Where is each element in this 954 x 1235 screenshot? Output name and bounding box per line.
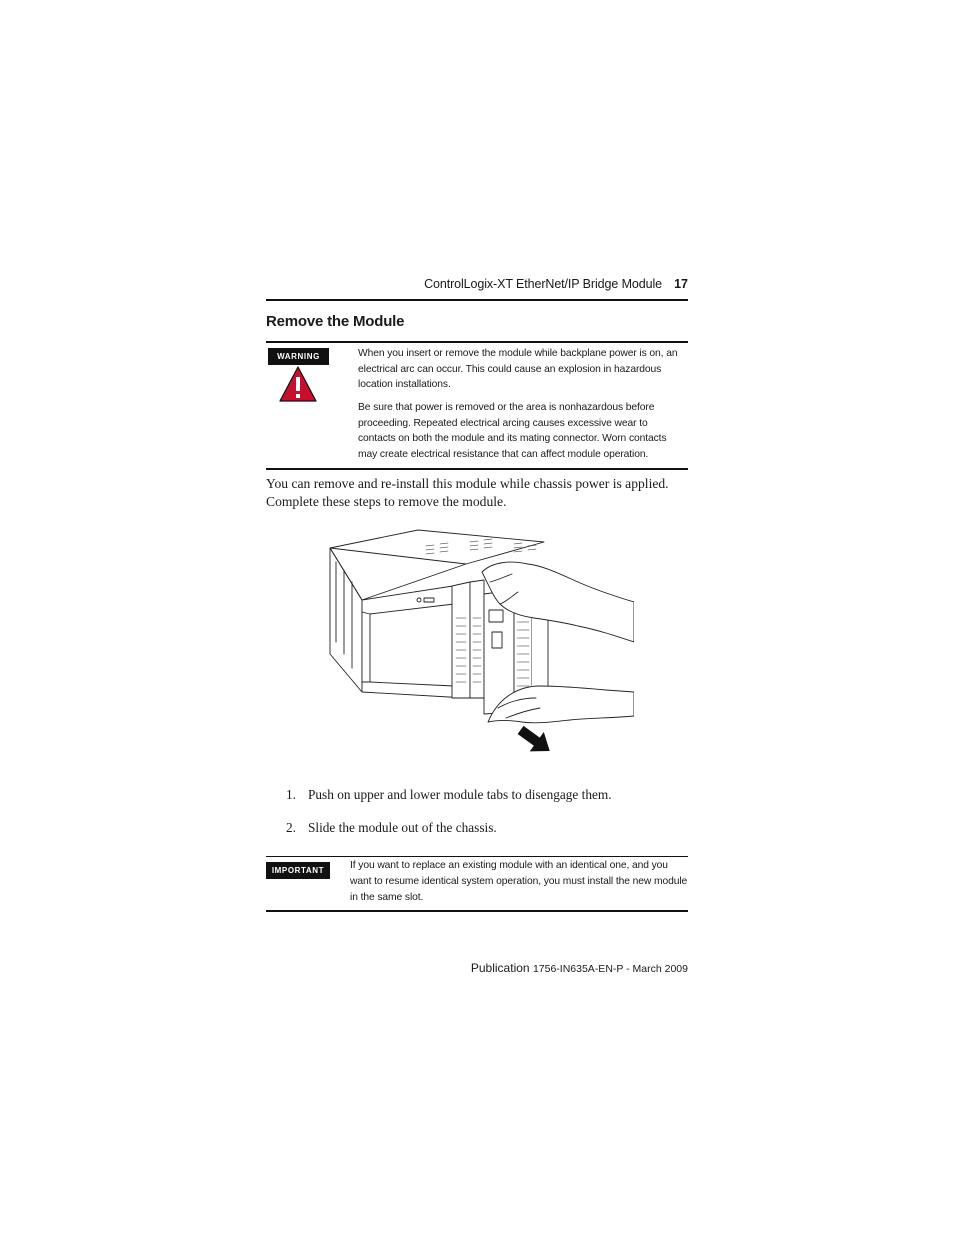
warning-bottom-rule bbox=[266, 468, 688, 470]
publication-label: Publication bbox=[470, 961, 530, 975]
step-2 bbox=[286, 820, 686, 836]
step-2-number: 2. bbox=[286, 820, 296, 835]
page-number: 17 bbox=[674, 277, 688, 291]
footer bbox=[471, 961, 688, 975]
warning-top-rule bbox=[266, 341, 688, 343]
warning-paragraph-2: Be sure that power is removed or the area is nonhazardous before proceeding. Repeated electrical arcing causes excessive wear to contacts on both the module and its mating connector. Worn contacts may create electrical resistance that can affect module operation. bbox=[358, 402, 667, 460]
running-header bbox=[266, 277, 688, 295]
step-1-number: 1. bbox=[286, 787, 296, 802]
important-bottom-rule bbox=[266, 910, 688, 912]
section-title: Remove the Module bbox=[266, 313, 405, 330]
warning-paragraph-1: When you insert or remove the module while backplane power is on, an electrical arc can occur. This could cause an explosion in hazardous location installations. bbox=[358, 348, 678, 391]
important-top-rule bbox=[266, 856, 688, 857]
header-rule bbox=[266, 299, 688, 301]
step-1 bbox=[286, 787, 686, 803]
module-removal-illustration bbox=[322, 522, 634, 764]
warning-label: WARNING bbox=[268, 348, 329, 365]
step-2-text: Slide the module out of the chassis. bbox=[308, 820, 497, 835]
intro-paragraph: You can remove and re-install this module while chassis power is applied. Complete these steps to remove the module. bbox=[266, 476, 669, 509]
important-text: If you want to replace an existing module with an identical one, and you want to resume identical system operation, you must install the new module in the same slot. bbox=[350, 860, 688, 903]
warning-triangle-icon bbox=[278, 365, 318, 403]
important-label: IMPORTANT bbox=[266, 862, 330, 879]
running-title: ControlLogix-XT EtherNet/IP Bridge Module bbox=[424, 277, 662, 291]
publication-number: 1756-IN635A-EN-P - March 2009 bbox=[532, 963, 688, 975]
step-1-text: Push on upper and lower module tabs to disengage them. bbox=[308, 787, 612, 802]
